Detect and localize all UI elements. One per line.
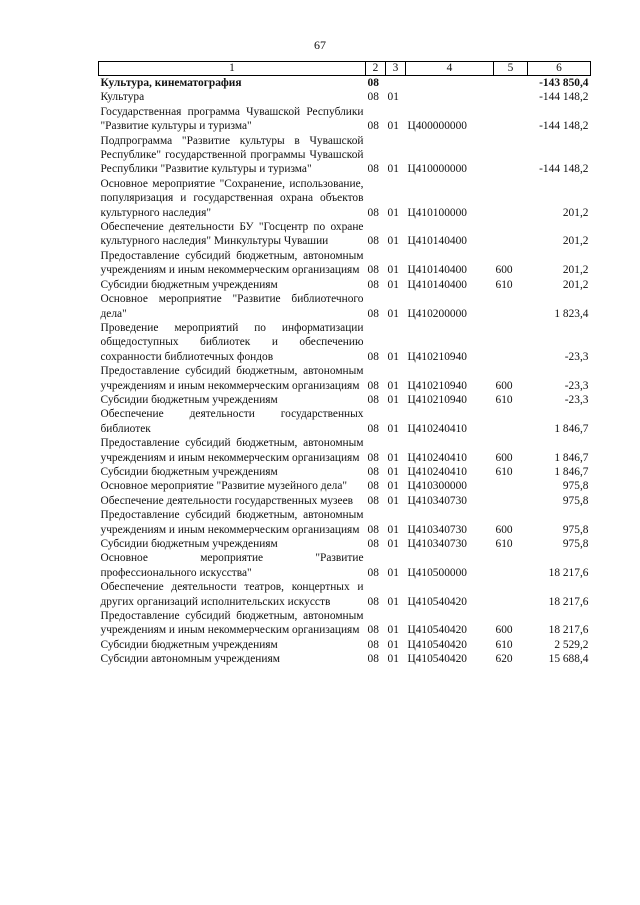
- row-expense-type: [494, 580, 528, 609]
- row-amount: 975,8: [562, 538, 589, 550]
- row-section: 08: [367, 163, 379, 176]
- row-section: 08: [367, 264, 379, 277]
- row-amount: -144 148,2: [539, 120, 589, 133]
- row-expense-type: [494, 479, 528, 493]
- row-amount: 201,2: [562, 235, 589, 248]
- row-target-article: Ц410210940: [407, 350, 467, 363]
- row-expense-type: 610: [495, 393, 513, 406]
- header-col-section: 2: [366, 62, 386, 76]
- row-target-article: Ц410240410: [407, 422, 467, 435]
- row-target-article: Ц400000000: [407, 120, 467, 133]
- table-row: [99, 249, 591, 278]
- table-row: [99, 90, 591, 104]
- row-name: Обеспечение деятельности государственных библиотек: [100, 408, 364, 435]
- row-expense-type: 600: [495, 451, 513, 464]
- row-expense-type: 610: [495, 278, 513, 291]
- row-target-article: Ц410140400: [407, 278, 467, 291]
- table-row: [99, 177, 591, 220]
- row-name: Предоставление субсидий бюджетным, автономным учреждениям и иным некоммерческим организациям: [100, 437, 364, 464]
- row-name: Подпрограмма "Развитие культуры в Чувашской Республике" государственной программы Чувашской Республики "Развитие культуры и туризма": [100, 134, 364, 176]
- row-subsection: 01: [387, 393, 399, 406]
- row-target-article: Ц410540420: [407, 653, 467, 666]
- row-target-article: Ц410210940: [407, 393, 467, 406]
- row-section: 08: [367, 624, 379, 637]
- row-amount: -144 148,2: [539, 91, 589, 104]
- row-section: 08: [367, 91, 379, 104]
- row-section: 08: [367, 494, 379, 507]
- row-target-article: Ц410140400: [407, 235, 467, 248]
- row-name: Обеспечение деятельности театров, концертных и других организаций исполнительских искусств: [100, 581, 364, 608]
- table-row: [99, 364, 591, 393]
- row-amount: 201,2: [562, 206, 589, 219]
- row-amount: 1 846,7: [554, 451, 589, 464]
- row-section: 08: [367, 480, 379, 493]
- row-amount: 18 217,6: [548, 595, 589, 608]
- row-subsection: 01: [387, 653, 399, 666]
- row-amount: -143 850,4: [539, 77, 589, 89]
- table-row: [99, 134, 591, 177]
- row-amount: 15 688,4: [548, 653, 589, 666]
- row-subsection: 01: [387, 307, 399, 320]
- row-section: 08: [367, 595, 379, 608]
- row-target-article: Ц410500000: [407, 566, 467, 579]
- row-subsection: 01: [387, 451, 399, 464]
- header-col-name: 1: [99, 62, 366, 76]
- row-expense-type: [494, 76, 528, 91]
- row-section: 08: [367, 120, 379, 133]
- row-target-article: Ц410540420: [407, 595, 467, 608]
- row-subsection: 01: [387, 91, 399, 104]
- row-name: Основное мероприятие "Сохранение, использование, популяризация и государственная охрана объектов культурного наследия": [100, 177, 364, 219]
- row-target-article: Ц410340730: [407, 523, 467, 536]
- row-amount: 201,2: [562, 278, 589, 291]
- row-target-article: Ц410000000: [407, 163, 467, 176]
- header-col-expense-type: 5: [494, 62, 528, 76]
- row-expense-type: [494, 220, 528, 249]
- row-subsection: 01: [387, 422, 399, 435]
- row-name: Субсидии бюджетным учреждениям: [100, 465, 278, 478]
- row-expense-type: [494, 177, 528, 220]
- header-col-amount: 6: [528, 62, 591, 76]
- row-subsection: 01: [387, 379, 399, 392]
- row-name: Проведение мероприятий по информатизации общедоступных библиотек и обеспечению сохранности библиотечных фондов: [100, 321, 364, 363]
- row-subsection: 01: [387, 638, 399, 651]
- row-amount: 2 529,2: [554, 638, 589, 651]
- row-amount: 975,8: [562, 480, 589, 493]
- table-row: [99, 638, 591, 652]
- row-subsection: 01: [387, 523, 399, 536]
- row-section: 08: [367, 566, 379, 579]
- row-target-article: [406, 76, 494, 91]
- table-row: [99, 220, 591, 249]
- row-subsection: 01: [387, 206, 399, 219]
- row-name: Субсидии бюджетным учреждениям: [100, 538, 278, 550]
- row-amount: -144 148,2: [539, 163, 589, 176]
- row-target-article: Ц410340730: [407, 494, 467, 507]
- row-name: Субсидии автономным учреждениям: [100, 653, 280, 666]
- header-row: [99, 62, 591, 76]
- row-subsection: 01: [387, 278, 399, 291]
- row-subsection: 01: [387, 624, 399, 637]
- table-row: [99, 393, 591, 407]
- row-target-article: Ц410540420: [407, 638, 467, 651]
- row-expense-type: [494, 292, 528, 321]
- row-section: 08: [367, 422, 379, 435]
- row-expense-type: 600: [495, 379, 513, 392]
- table-row: [99, 508, 591, 537]
- row-expense-type: 610: [495, 538, 513, 550]
- row-section: 08: [367, 393, 379, 406]
- table-row: [99, 292, 591, 321]
- row-expense-type: [494, 407, 528, 436]
- row-target-article: Ц410200000: [407, 307, 467, 320]
- row-name: Предоставление субсидий бюджетным, автономным учреждениям и иным некоммерческим организациям: [100, 509, 364, 536]
- row-target-article: Ц410540420: [407, 624, 467, 637]
- budget-table: [98, 61, 591, 667]
- row-amount: -23,3: [564, 379, 589, 392]
- row-expense-type: [494, 494, 528, 508]
- row-subsection: 01: [387, 566, 399, 579]
- row-name: Субсидии бюджетным учреждениям: [100, 393, 278, 406]
- table-row: [99, 278, 591, 292]
- row-subsection: [386, 76, 406, 91]
- table-row: [99, 479, 591, 493]
- table-header: [99, 62, 591, 76]
- row-amount: 1 823,4: [554, 307, 589, 320]
- row-target-article: Ц410100000: [407, 206, 467, 219]
- row-name: Основное мероприятие "Развитие библиотечного дела": [100, 293, 364, 320]
- table-row: [99, 76, 591, 91]
- row-section: 08: [367, 350, 379, 363]
- table-body: [99, 76, 591, 667]
- table-row: [99, 652, 591, 666]
- row-amount: 18 217,6: [548, 624, 589, 637]
- row-section: 08: [367, 465, 379, 478]
- row-name: Субсидии бюджетным учреждениям: [100, 278, 278, 291]
- row-target-article: Ц410240410: [407, 451, 467, 464]
- row-target-article: Ц410140400: [407, 264, 467, 277]
- table-row: [99, 580, 591, 609]
- row-name: Предоставление субсидий бюджетным, автономным учреждениям и иным некоммерческим организациям: [100, 610, 364, 637]
- row-section: 08: [367, 278, 379, 291]
- table-row: [99, 609, 591, 638]
- row-subsection: 01: [387, 494, 399, 507]
- row-expense-type: 620: [495, 653, 513, 666]
- row-expense-type: [494, 321, 528, 364]
- table-row: [99, 465, 591, 479]
- row-amount: 975,8: [562, 494, 589, 507]
- row-section: 08: [367, 451, 379, 464]
- row-section: 08: [367, 653, 379, 666]
- header-col-target-article: 4: [406, 62, 494, 76]
- row-name: Государственная программа Чувашской Республики "Развитие культуры и туризма": [100, 105, 364, 133]
- row-section: 08: [367, 379, 379, 392]
- row-subsection: 01: [387, 163, 399, 176]
- row-section: 08: [367, 206, 379, 219]
- row-target-article: Ц410210940: [407, 379, 467, 392]
- row-subsection: 01: [387, 120, 399, 133]
- row-amount: 975,8: [562, 523, 589, 536]
- page-number: 67: [314, 38, 326, 52]
- row-target-article: Ц410340730: [407, 538, 467, 550]
- table-row: [99, 436, 591, 465]
- row-expense-type: [494, 551, 528, 580]
- table-row: [99, 537, 591, 551]
- table-row: [99, 105, 591, 134]
- row-expense-type: [494, 105, 528, 134]
- row-amount: -23,3: [564, 393, 589, 406]
- row-name: Культура: [100, 91, 145, 104]
- row-expense-type: 610: [495, 638, 513, 651]
- row-name: Культура, кинематография: [100, 77, 242, 89]
- row-name: Предоставление субсидий бюджетным, автономным учреждениям и иным некоммерческим организациям: [100, 249, 364, 277]
- row-amount: -23,3: [564, 350, 589, 363]
- row-expense-type: 610: [495, 465, 513, 478]
- row-section: 08: [367, 307, 379, 320]
- row-section: 08: [367, 638, 379, 651]
- row-amount: 1 846,7: [554, 465, 589, 478]
- header-col-subsection: 3: [386, 62, 406, 76]
- row-amount: 1 846,7: [554, 422, 589, 435]
- row-subsection: 01: [387, 595, 399, 608]
- row-subsection: 01: [387, 480, 399, 493]
- row-expense-type: 600: [495, 523, 513, 536]
- row-subsection: 01: [387, 465, 399, 478]
- row-amount: 18 217,6: [548, 566, 589, 579]
- table-row: [99, 551, 591, 580]
- row-name: Обеспечение деятельности государственных музеев: [100, 494, 354, 507]
- row-section: 08: [367, 77, 379, 89]
- row-expense-type: [494, 90, 528, 104]
- table-row: [99, 494, 591, 508]
- table-row: [99, 407, 591, 436]
- row-name: Основное мероприятие "Развитие музейного дела": [100, 480, 348, 493]
- row-expense-type: 600: [495, 264, 513, 277]
- row-name: Субсидии бюджетным учреждениям: [100, 638, 278, 651]
- row-name: Обеспечение деятельности БУ "Госцентр по охране культурного наследия" Минкультуры Чувашии: [100, 221, 364, 248]
- row-expense-type: [494, 134, 528, 177]
- row-name: Основное мероприятие "Развитие профессионального искусства": [100, 552, 364, 579]
- row-section: 08: [367, 538, 379, 550]
- row-target-article: [406, 90, 494, 104]
- row-subsection: 01: [387, 350, 399, 363]
- table-row: [99, 321, 591, 364]
- row-subsection: 01: [387, 235, 399, 248]
- row-target-article: Ц410300000: [407, 480, 467, 493]
- row-target-article: Ц410240410: [407, 465, 467, 478]
- row-subsection: 01: [387, 264, 399, 277]
- row-section: 08: [367, 235, 379, 248]
- row-section: 08: [367, 523, 379, 536]
- row-expense-type: 600: [495, 624, 513, 637]
- row-name: Предоставление субсидий бюджетным, автономным учреждениям и иным некоммерческим организациям: [100, 365, 364, 392]
- row-subsection: 01: [387, 538, 399, 550]
- row-amount: 201,2: [562, 264, 589, 277]
